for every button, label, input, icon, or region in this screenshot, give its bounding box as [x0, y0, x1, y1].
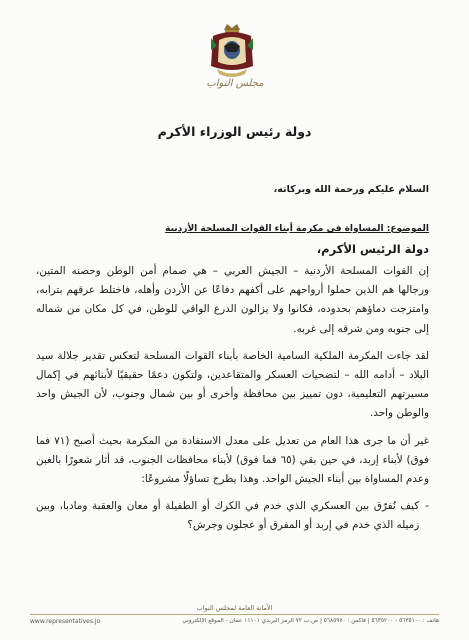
house-name: مجلس النواب — [206, 78, 264, 89]
footer-org: الأمانة العامة لمجلس النواب — [196, 604, 273, 612]
recipient-title: دولة رئيس الوزراء الأكرم — [157, 124, 312, 139]
footer-contact: هاتف : ٥٦٣٥١٠٠ - ٥٦٣٥٢٠٠ | فاكس : ٥٦٨٥٩٧٠ | ص.ب ٧٢ الرمز البريدي ١١١٠١ عمان - الموقع الإلكتروني — [182, 618, 439, 624]
salutation: دولة الرئيس الأكرم، — [316, 242, 429, 256]
letter-body — [36, 262, 429, 536]
paragraph: إن القوات المسلحة الأردنية – الجيش العربي – هي صمام أمن الوطن وحصنه المتين، ورجالها هم الذين حملوا أرواحهم على أكفهم دفاعًا عن الأردن وأهله، فاختلط عرقهم بترابه، وامتزجت دماؤهم بحدوده، فكانوا ولا يزالون الدرع الواقي للوطن، في كل مكان من شماله إلى جنوبه ومن شرقه إلى غربه. — [36, 265, 429, 335]
subject-line: الموضوع: المساواة في مكرمة أبناء القوات المسلحة الأردنية — [165, 224, 429, 234]
royal-crest-icon — [207, 22, 257, 78]
bullet-dash: - — [425, 500, 429, 513]
paragraph: لقد جاءت المكرمة الملكية السامية الخاصة بأبناء القوات المسلحة لتعكس تقدير جلالة سيد البلاد – أدامه الله – لتضحيات العسكر والمتقاعدين، ولتكون دعمًا حقيقيًا لأبنائهم في إكمال مسيرتهم التعليمية، دون تمييز بين محافظة وأخرى أو بين شمال وجنوب، لأن الجيش واحد والوطن واحد. — [36, 349, 429, 420]
bullet-item — [36, 497, 429, 535]
footer-divider — [30, 614, 439, 615]
paragraph: غير أن ما جرى هذا العام من تعديل على معدل الاستفادة من المكرمة بحيث أصبح (٧١ فما فوق) لأبناء إربد، في حين بقي (٦٥ فما فوق) لأبناء محافظات الجنوب، قد أثار شعورًا بالغبن وعدم المساواة بين أبناء الجيش الواحد. وهذا يطرح تساؤلًا مشروعًا: — [36, 434, 429, 486]
bullet-text: كيف نُفرّق بين العسكري الذي خدم في الكرك أو الطفيلة أو معان والعقبة ومادبا، وبين زميله الذي خدم في إربد أو المفرق أو عجلون وجرش؟ — [36, 500, 420, 532]
greeting: السلام عليكم ورحمة الله وبركاته، — [273, 184, 429, 195]
footer-website-link[interactable]: www.representatives.jo — [30, 618, 101, 625]
